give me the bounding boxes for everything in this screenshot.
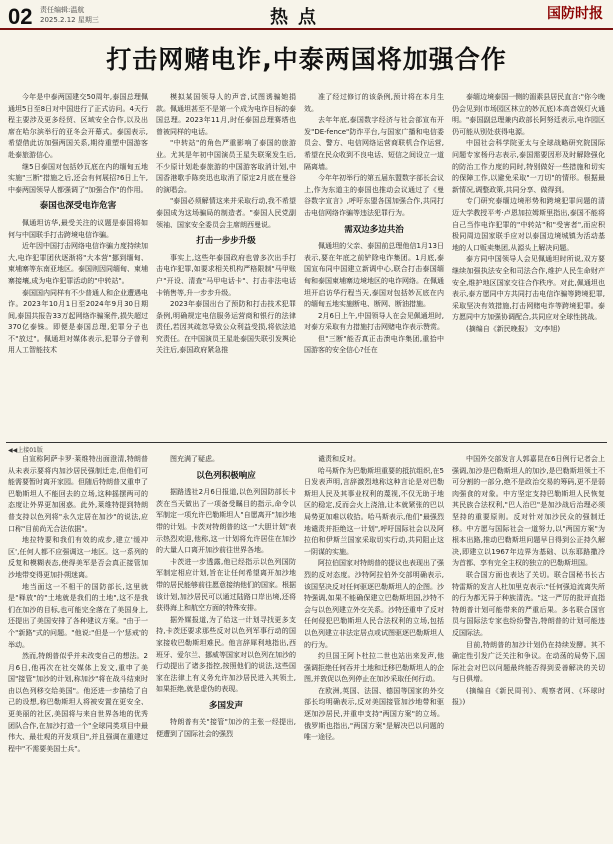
paragraph: 继5日泰国对包括妙瓦底在内的缅甸五地实施"三断"措施之后,还会有何展招?6日上午,中泰两国领导人都强调了"加强合作"的作用。 xyxy=(8,162,148,194)
paragraph: 据路透社2月6日报道,以色列国防部长卡茨在当天做出了一项备受瞩目的指示,命令以军制定一项允许巴勒斯坦人"自愿离开"加沙地带的计划。卡茨对特朗普的这一"大胆计划"表示热烈欢迎,他称,这一计划将允许居住在加沙的大量人口离开加沙前往世界各地。 xyxy=(156,488,296,555)
subheading: 以色列积极响应 xyxy=(196,470,256,481)
source-note: (摘编自《新民晚报》 文/李旭) xyxy=(466,324,561,333)
page-header xyxy=(0,0,613,30)
subheading: 需双边多边共治 xyxy=(344,224,404,235)
paragraph: 今年是中泰两国建交50周年,泰国总理佩通坦5日至8日对中国进行了正式访问。4天行程主要涉及更多经贸、区域安全合作,以及出席在哈尔滨举行的亚冬会开幕式。泰国表示,希望借此访加强两国关系,期待重塑中国游客赴泰旅游信心。 xyxy=(8,93,148,159)
paragraph: 2023年泰国出台了预防和打击技术犯罪条例,明确规定电信服务运营商和银行的法律责任,若因其疏忽导致公众利益受损,将依法追究责任。在中国演员王星赴泰国失联引发舆论关注后,泰国政府紧急推 xyxy=(156,300,296,355)
paragraph: 联合国方面也表达了关切。联合国秘书长古特雷斯的发言人杜加里克表示:"任何强迫流离失所的行为都无异于种族清洗。"这一严厉的批评直指特朗普计划可能带来的严重后果。多名联合国官员与国际法专家也纷纷警告,特朗普的计划可能违反国际法。 xyxy=(452,570,605,637)
continuation-label: ◀◀上接01版 xyxy=(8,447,43,454)
paragraph: 专门研究泰缅边境形势和跨境犯罪问题的清迈大学教授平考·卢恩加拉姆斯里指出,泰国不能将自己当作电诈犯罪的"中转站"和"受害者",而应积极同周边国家联手应对以泰国边境城镇为活动基地的人口贩卖集团,从源头上解决问题。 xyxy=(452,197,605,252)
paragraph: 在欧洲,英国、法国、德国等国家的外交部长均明确表示,反对美国接管加沙地带和驱逐加沙居民,并重申支持"两国方案"的立场。俄罗斯也指出,"两国方案"是解决巴以问题的唯一途径。 xyxy=(304,686,444,742)
paragraph: 图充满了疑虑。 xyxy=(170,455,219,463)
page-meta xyxy=(40,5,99,25)
paragraph: 约旦国王阿卜杜拉二世也站出来发声,他强调拒绝任何吞并土地和迁移巴勒斯坦人的企图,并敦促以色列停止在加沙采取任何行动。 xyxy=(304,652,444,684)
paper-logo: 国防时报 xyxy=(547,6,603,22)
top-column-4 xyxy=(452,92,605,442)
paragraph: 泰缅边境泰国一侧的湄素县居民直言:"你今晚仍会见到(市场园区林立的妙瓦底)本高音娱灯火通明。"泰国副总理兼内政部长阿努廷表示,电诈园区仍可能从别处获得电源。 xyxy=(452,93,605,136)
subheading: 多国发声 xyxy=(208,700,243,711)
paragraph: 卡茨进一步透露,他已经指示以色列国防军制定相应计划,旨在让任何希望离开加沙地带的居民能够前往愿意接纳他们的国家。根据该计划,加沙居民可以通过陆路口岸出境,还将获得海上和航空方面的特殊安排。 xyxy=(156,557,296,613)
paragraph: 佩通坦访华,最受关注的议题是泰国将如何与中国联手打击跨境电信诈骗。 xyxy=(8,218,148,239)
headline: 打击网赌电诈,中泰两国将加强合作 xyxy=(106,45,507,74)
subheading: 打击一步步升级 xyxy=(196,236,256,247)
bottom-column-3 xyxy=(304,454,444,840)
bottom-column-2 xyxy=(156,454,296,840)
paragraph: 地拉特要和我们有效的成步,建立'缓冲区',任何人都不应强调这一地区。这一系列的反复和模糊表态,使得美军是否会真正接管加沙地带变得更加扑朔迷离。 xyxy=(8,536,148,579)
paragraph: 模拟某国领导人的声音,试图诱骗她捐款。佩通坦甚至不是第一个成为电诈目标的泰国总理。2023年11月,时任泰国总理赛塔也曾被同样的电话。 xyxy=(156,93,296,136)
paragraph: 准了经过修订的该条例,预计将在本月生效。 xyxy=(304,93,444,113)
editor-line: 责任编辑:温航 xyxy=(40,6,85,14)
paragraph: 阿拉伯国家对特朗普的提议也表现出了强烈的反对态度。沙特阿拉伯外交部明确表示,该国坚决反对任何驱逐巴勒斯坦人的企图。沙特强调,如果不能确保建立巴勒斯坦国,沙特不会与以色列建立外交关系。沙特还重申了反对任何侵犯巴勒斯坦人民合法权利的立场,包括以色列建立非法定居点或试图驱逐巴勒斯坦人的行为。 xyxy=(304,559,444,649)
paragraph: 中国外交部发言人郭嘉昆在6日例行记者会上强调,加沙是巴勒斯坦人的加沙,是巴勒斯坦领土不可分割的一部分,绝不是政治交易的筹码,更不是弱肉强食的对象。中方坚定支持巴勒斯坦人民恢复其民族合法权利,"巴人治巴"是加沙战后治理必须坚持的重要原则。反对针对加沙民众的强制迁移。中方愿与国际社会一道努力,以"两国方案"为根本出路,推动巴勒斯坦问题早日得到公正持久解决,即建立以1967年边界为基础、以东耶路撒冷为首都、享有完全主权的独立的巴勒斯坦国。 xyxy=(452,455,605,568)
paragraph: 中国社会科学院亚太与全球战略研究院国际问题专家杨丹志表示,泰国需要因形及时解除强化的防治工作力度的同时,特别做好一些措施和切实的保障工作,以避免采取"一刀切"的情形。根据最新情况,调整政策,共同分享、做得到。 xyxy=(452,139,605,194)
paragraph: 据外媒报道,为了给这一计划寻找更多支持,卡茨还要求那些反对以色列军事行动的国家接收巴勒斯坦难民。他言辞犀利地指出,西班牙、爱尔兰、挪威等国家对以色列在加沙的行动提出了诸多指控,按照他们的说法,这些国家在法律上有义务允许加沙居民进入其领土,如果拒绝,就是虚伪的表现。 xyxy=(156,615,296,694)
top-column-1 xyxy=(8,92,148,442)
paragraph: 地当面这一不相干的国防部长,这里就是"释放"的"土地就是我们的土地",这不是我们在加沙的目标,也可能完全落在了美国身上,还提出了美国安排了各种建议方案。"由于一个"新路"式的问题。"他说:"但是一个'惩戒'的举动。 xyxy=(8,582,148,649)
page-number: 02 xyxy=(8,4,33,29)
top-column-2 xyxy=(156,92,296,442)
paragraph: 2月6日上午,中国领导人在会见佩通坦时,对泰方采取有力措施打击网赌电诈表示赞赏。 xyxy=(304,311,444,332)
source-note: (摘编自《新民周刊》、观察者网、《环球时报》) xyxy=(452,686,605,707)
paragraph: 特朗普有关"接管"加沙的主张一经提出,便遭到了国际社会的强烈 xyxy=(156,718,296,739)
paragraph: 哈马斯作为巴勒斯坦重要的抵抗组织,在5日发表声明,言辞激烈地称这种言论是对巴勒斯坦人民及其事业权利的蔑视,不仅无助于地区的稳定,反而会火上浇油,让本就紧张的巴以局势更加难以收拾。哈马斯表示,他们"最强烈地谴责并拒绝这一计划",呼吁国际社会以及阿拉伯和伊斯兰国家采取切实行动,共同阻止这一阴谋的实施。 xyxy=(304,466,444,556)
top-column-3 xyxy=(304,92,444,442)
paragraph: 泰国国内同样有不少普通人和企业遭遇电诈。2023年10月1日至2024年9月30日期间,泰国共报告33万起网络诈骗案件,损失超过370亿泰铢。即便是泰国总理,犯罪分子也不"放过"。佩通坦对媒体表示,犯罪分子曾利用人工智能技术 xyxy=(8,288,148,355)
date-line: 2025.2.12 星期三 xyxy=(40,16,99,24)
paragraph: 谴责和反对。 xyxy=(318,455,360,463)
subheading: 泰国也深受电诈危害 xyxy=(39,201,117,212)
section-title: 热点 xyxy=(270,7,326,28)
paragraph: 自宣称阿萨卡罗·莱维特出面澄清,特朗普从未表示要将内加沙居民强制迁走,但他们可能需要暂时离开家园。但随后特朗普又重申了巴勒斯坦人不能回去的立场,这种摇摆两可的态度让外界更加困惑。此外,莱维特提到特朗普支持以色列将"永久定居在加沙"的说法,应口称"目前尚无合法依据"。 xyxy=(8,455,148,533)
paragraph: 泰方同中国领导人会见佩通坦时所说,双方要继续加强执法安全和司法合作,维护人民生命财产安全,维护地区国家交往合作秩序。对此,佩通坦也表示,泰方愿同中方共同打击电信诈骗等跨境犯罪,采取坚决有效措施,打击网赌电诈等跨境犯罪。泰方愿同中方加强协调配合,共同应对全球性挑战。 xyxy=(452,255,605,322)
paragraph: 但"三断"能否真正击溃电诈集团,重拾中国游客的安全信心?任在 xyxy=(304,334,444,355)
paragraph: 目前,特朗普的加沙计划仍在持续发酵。其不确定性引发广泛关注和争议。在动荡的局势下,国际社会对巴以问题最终能否得到妥善解决的关切与日俱增。 xyxy=(452,640,605,684)
paragraph: 事实上,这些年泰国政府也曾多次出手打击电诈犯罪,如要求相关机构严格限制"马甲账户"开设、清查"马甲电话卡"、打击非法电话卡销售等,升一步步升级。 xyxy=(156,253,296,297)
paragraph: 去年年底,泰国数字经济与社会部宣布开发"DE-fence"防诈平台,与国家广播和电信委员会、警方、电信网络运营商联机合作运营,希望在民众收到不良电话、短信之间设立一道隔离墙。 xyxy=(304,116,444,171)
paragraph: "中转站"的角色严重影响了泰国的旅游业。尤其是年初中国演员王星失联案发生后,不少原计划赴泰旅游的中国游客取消计划,中国香港歌手陈奕迅也取消了原定2月底在曼谷的演唱会。 xyxy=(156,139,296,194)
paragraph: 然而,特朗普似乎并未改变自己的想法。2月6日,他再次在社交媒体上发文,重申了美国"接管"加沙的计划,称加沙"将在战斗结束时由以色列移交给美国"。他还进一步描绘了自己的设想,称巴勒斯坦人将被安置在更安全、更美丽的社区,美国将与来自世界各地的优秀团队合作,在加沙打造一个"全球同类项目中最伟大、最壮观的开发项目",并且强调在重建过程中"不需要美国士兵"。 xyxy=(8,652,148,753)
paragraph: 今年年初举行的第五届东盟数字部长会议上,作为东道主的泰国也推动会议通过了《曼谷数字宣言》,呼吁东盟各国加强合作,共同打击电信网络诈骗等违法犯罪行为。 xyxy=(304,174,444,217)
paragraph: 近年因中国打击网络电信诈骗力度持续加大,电诈犯罪团伙逐渐将"大本营"挪到缅甸、柬埔寨等东南亚地区。泰国则因同缅甸、柬埔寨接壤,成为电诈犯罪活动的"中转站"。 xyxy=(8,242,148,285)
paragraph: "泰国必须解情这来并采取行动,我不希望泰国成为这场骗局的制造者。"泰国人民党副领袖、国家安全委员会主席朗西曼说。 xyxy=(156,197,296,229)
paragraph: 佩通坦的父亲、泰国前总理他信1月13日表示,要在年底之前铲除电诈集团。1月底,泰国宣布同中国建立新调中心,联合打击泰国缅甸和泰国柬埔寨边境地区的电诈网络。在佩通坦开启访华行程当天,泰国对包括妙瓦底在内的缅甸五地实施断电、断网、断油措施。 xyxy=(304,242,444,309)
bottom-column-1 xyxy=(8,454,148,840)
section-divider xyxy=(6,442,607,443)
bottom-column-4 xyxy=(452,454,605,840)
